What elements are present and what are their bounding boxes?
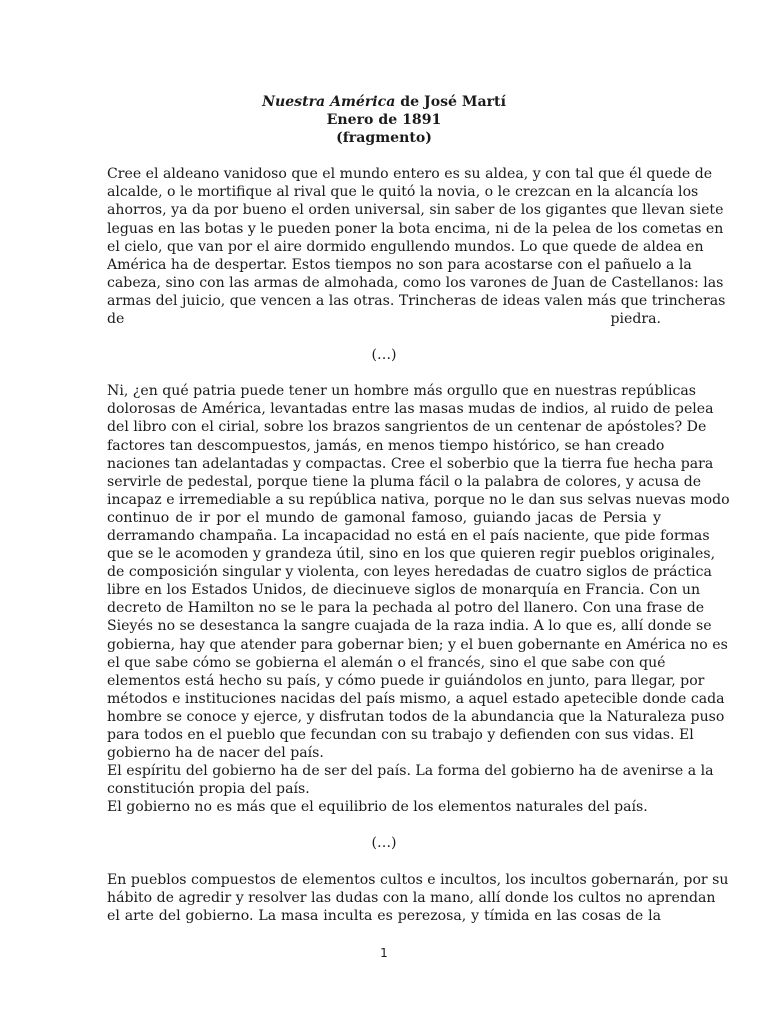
text-line: hábito de agredir y resolver las dudas con la mano, allí donde los cultos no aprendan <box>107 889 716 906</box>
text-line: del libro con el cirial, sobre los brazos sangrientos de un centenar de apóstoles? De <box>107 419 707 436</box>
page-number: 1 <box>380 946 388 960</box>
paragraph-5 <box>107 871 729 925</box>
text-line: alcalde, o le mortifique al rival que le quitó la novia, o le crezcan en la alcancía los <box>107 184 699 201</box>
text-line: Cree el aldeano vanidoso que el mundo entero es su aldea, y con tal que él quede de <box>107 166 713 183</box>
text-line: el cielo, que van por el aire dormido engullendo mundos. Lo que quede de aldea en <box>107 238 704 255</box>
text-line: Ni, ¿en qué patria puede tener un hombre más orgullo que en nuestras repúblicas <box>107 383 697 400</box>
text-line: constitución propia del país. <box>107 781 310 798</box>
text-line: libre en los Estados Unidos, de diecinueve siglos de monarquía en Francia. Con un <box>107 582 701 599</box>
text-line: gobierno ha de nacer del país. <box>107 745 324 762</box>
text-line: derramando champaña. La incapacidad no está en el país naciente, que pide formas <box>107 527 710 544</box>
text-line: de composición singular y violenta, con leyes heredadas de cuatro siglos de práctica <box>107 564 712 581</box>
text-line: decreto de Hamilton no se le para la pechada al potro del llanero. Con una frase de <box>107 600 705 617</box>
fragment-note: (fragmento) <box>336 130 432 147</box>
text-line: elementos está hecho su país, y cómo puede ir guiándolos en junto, para llegar, por <box>107 672 705 689</box>
text-line: leguas en las botas y le pueden poner la bota encima, ni de la pelea de los cometas en <box>107 220 724 237</box>
text-line: El gobierno no es más que el equilibrio de los elementos naturales del país. <box>107 799 648 816</box>
text-line: factores tan descompuestos, jamás, en menos tiempo histórico, se han creado <box>107 437 665 454</box>
text-line: para todos en el pueblo que fecundan con su trabajo y defienden con sus vidas. El <box>107 727 694 743</box>
text-line: dolorosas de América, levantadas entre las masas mudas de indios, al ruido de pelea <box>107 401 714 418</box>
title-author: de José Martí <box>395 94 506 110</box>
text-line: América ha de despertar. Estos tiempos no son para acostarse con el pañuelo a la <box>107 256 692 273</box>
text-line: de piedra. <box>107 311 661 328</box>
title-line <box>107 93 661 111</box>
text-line: métodos e instituciones nacidas del país mismo, a aquel estado apetecible donde cada <box>107 690 725 707</box>
text-line: servirle de pedestal, porque tiene la pluma fácil o la palabra de colores, y acusa de <box>107 473 702 490</box>
text-line: Sieyés no se desestanca la sangre cuajada de la raza india. A lo que es, allí donde se <box>107 618 712 635</box>
text-line: el arte del gobierno. La masa inculta es perezosa, y tímida en las cosas de la <box>107 907 661 924</box>
paragraph-1 <box>107 165 726 328</box>
ellipsis-2: (…) <box>371 835 397 852</box>
text-line: continuo de ir por el mundo de gamonal famoso, guiando jacas de Persia y <box>107 509 661 526</box>
text-line: En pueblos compuestos de elementos cultos e incultos, los incultos gobernarán, por su <box>107 871 729 888</box>
paragraph-2 <box>107 382 730 762</box>
date-line: Enero de 1891 <box>326 112 442 129</box>
text-line: que se le acomoden y grandeza útil, sino en los que quieren regir pueblos originales, <box>107 546 716 563</box>
document-body <box>107 93 730 925</box>
ellipsis-1: (…) <box>371 347 397 364</box>
text-line: ahorros, ya da por bueno el orden universal, sin saber de los gigantes que llevan siete <box>107 202 724 219</box>
paragraph-4 <box>107 798 661 816</box>
text-line: gobierna, hay que atender para gobernar bien; y el buen gobernante en América no es <box>107 636 728 653</box>
text-line: incapaz e irremediable a su república nativa, porque no le dan sus selvas nuevas modo <box>107 491 730 508</box>
title-italic: Nuestra América <box>262 94 396 110</box>
document-heading <box>107 93 661 147</box>
text-line: hombre se conoce y ejerce, y disfrutan todos de la abundancia que la Naturaleza puso <box>107 708 725 725</box>
paragraph-3 <box>107 762 714 798</box>
text-line: El espíritu del gobierno ha de ser del país. La forma del gobierno ha de avenirse a la <box>107 763 714 780</box>
text-line: cabeza, sino con las armas de almohada, como los varones de Juan de Castellanos: las <box>107 274 724 291</box>
text-line: el que sabe cómo se gobierna el alemán o el francés, sino el que sabe con qué <box>107 654 666 671</box>
text-line: armas del juicio, que vencen a las otras. Trincheras de ideas valen más que trincheras <box>107 292 726 309</box>
text-line: naciones tan adelantadas y compactas. Cree el soberbio que la tierra fue hecha para <box>107 455 714 472</box>
